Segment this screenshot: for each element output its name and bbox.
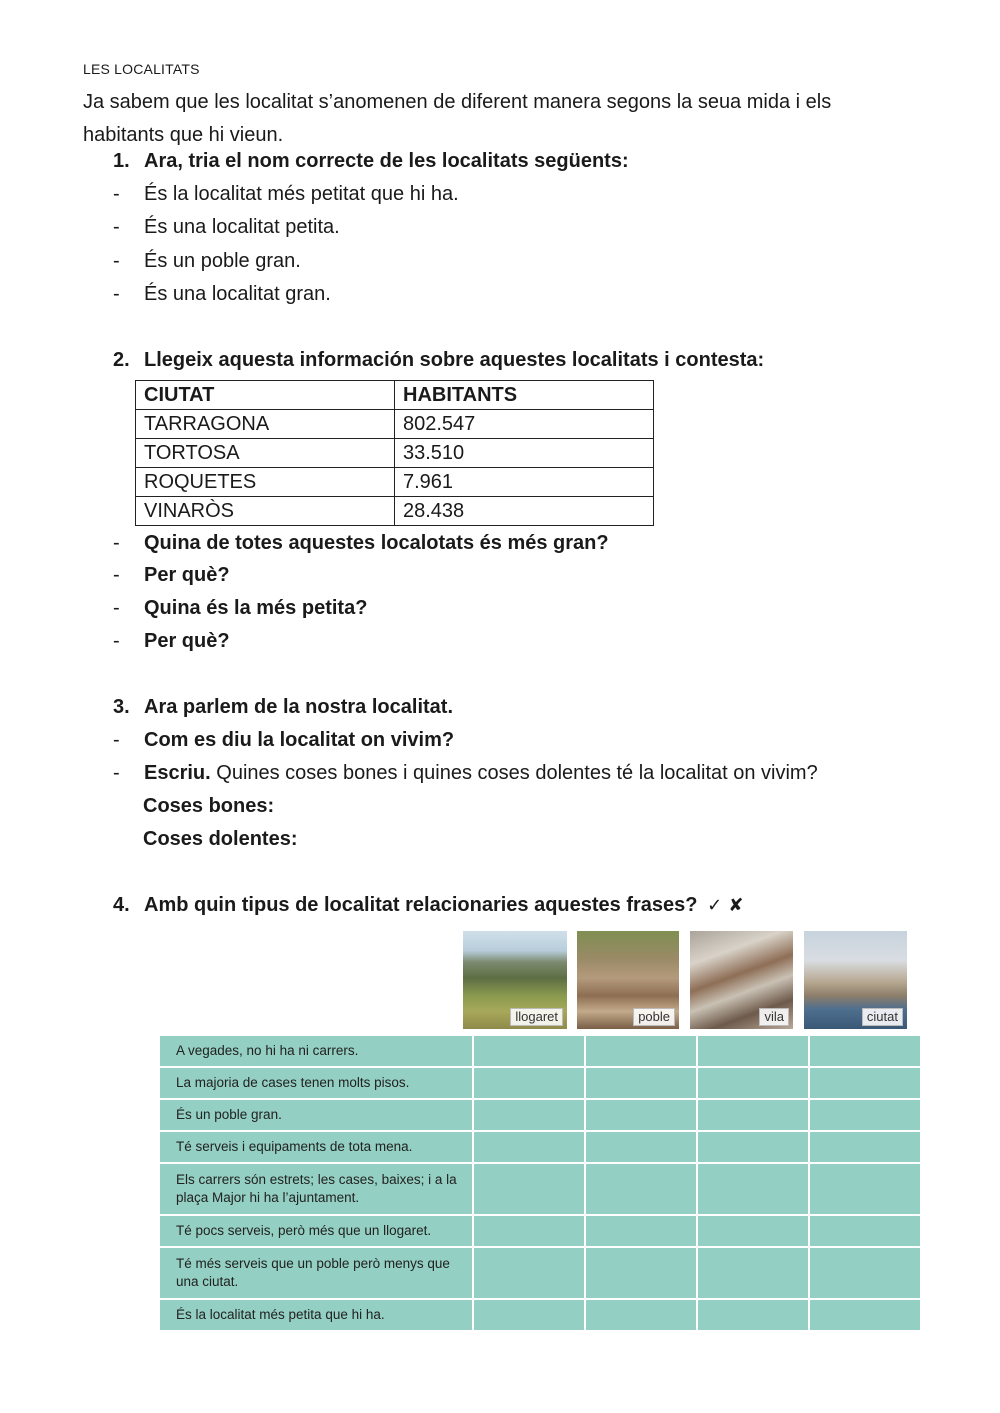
answer-cell-poble[interactable] (586, 1216, 696, 1246)
population-table (135, 380, 654, 526)
city-cell: TARRAGONA (136, 410, 395, 439)
answer-cell-llogaret[interactable] (474, 1216, 584, 1246)
answer-cell-poble[interactable] (586, 1248, 696, 1298)
population-cell: 33.510 (395, 439, 654, 468)
table-row (136, 439, 654, 468)
population-cell: 802.547 (395, 410, 654, 439)
q2-item: - Quina de totes aquestes localotats és més gran? (113, 532, 609, 554)
photo-label: vila (759, 1008, 789, 1026)
answer-cell-ciutat[interactable] (810, 1132, 920, 1162)
question-4-text: Amb quin tipus de localitat relacionaries aquestes frases? (144, 894, 698, 916)
statement-cell: Té serveis i equipaments de tota mena. (160, 1132, 472, 1162)
q2-item: - Per què? (113, 564, 230, 586)
question-4 (113, 894, 744, 917)
statement-cell: La majoria de cases tenen molts pisos. (160, 1068, 472, 1098)
statement-cell: Té pocs serveis, però més que un llogaret. (160, 1216, 472, 1246)
photo-label: poble (633, 1008, 675, 1026)
question-1-number: 1. (113, 150, 130, 172)
photo-label: ciutat (862, 1008, 903, 1026)
grid-row (160, 1248, 920, 1298)
answer-cell-ciutat[interactable] (810, 1300, 920, 1330)
table-row (136, 468, 654, 497)
answer-cell-vila[interactable] (698, 1068, 808, 1098)
answer-cell-llogaret[interactable] (474, 1100, 584, 1130)
photo-poble (577, 931, 679, 1029)
grid-row (160, 1100, 920, 1130)
answer-cell-ciutat[interactable] (810, 1164, 920, 1214)
q3-item: - Com es diu la localitat on vivim? (113, 729, 455, 751)
population-cell: 28.438 (395, 497, 654, 526)
question-2-text: Llegeix aquesta información sobre aquestes localitats i contesta: (144, 349, 765, 371)
question-3-text: Ara parlem de la nostra localitat. (144, 696, 453, 718)
question-3-number: 3. (113, 696, 130, 718)
grid-row (160, 1132, 920, 1162)
answer-cell-vila[interactable] (698, 1164, 808, 1214)
photo-vila (690, 931, 793, 1029)
answer-cell-ciutat[interactable] (810, 1100, 920, 1130)
answer-cell-llogaret[interactable] (474, 1300, 584, 1330)
answer-cell-vila[interactable] (698, 1132, 808, 1162)
table-row (136, 497, 654, 526)
answer-cell-ciutat[interactable] (810, 1248, 920, 1298)
check-cross-icon: ✓ ✘ (707, 895, 744, 916)
bad-things-label: Coses dolentes: (143, 828, 298, 850)
city-cell: ROQUETES (136, 468, 395, 497)
statement-cell: És un poble gran. (160, 1100, 472, 1130)
statement-cell: Té més serveis que un poble però menys que una ciutat. (160, 1248, 472, 1298)
table-header-row (136, 381, 654, 410)
answer-cell-vila[interactable] (698, 1248, 808, 1298)
answer-cell-poble[interactable] (586, 1164, 696, 1214)
grid-row (160, 1164, 920, 1214)
answer-cell-llogaret[interactable] (474, 1068, 584, 1098)
city-cell: TORTOSA (136, 439, 395, 468)
answer-cell-llogaret[interactable] (474, 1248, 584, 1298)
question-1-text: Ara, tria el nom correcte de les localitats següents: (144, 150, 629, 172)
table-row (136, 410, 654, 439)
relation-grid (158, 1034, 922, 1332)
q2-item: - Quina és la més petita? (113, 597, 368, 619)
grid-row (160, 1036, 920, 1066)
photo-llogaret (463, 931, 567, 1029)
answer-cell-poble[interactable] (586, 1068, 696, 1098)
answer-cell-ciutat[interactable] (810, 1036, 920, 1066)
column-header-habitants: HABITANTS (395, 381, 654, 410)
column-header-ciutat: CIUTAT (136, 381, 395, 410)
intro-paragraph: Ja sabem que les localitat s’anomenen de diferent manera segons la seua mida i els habitants que hi vieun. (83, 91, 832, 146)
photo-label: llogaret (510, 1008, 563, 1026)
question-3 (113, 696, 453, 719)
statement-cell: És la localitat més petita que hi ha. (160, 1300, 472, 1330)
statement-cell: Els carrers són estrets; les cases, baixes; i a la plaça Major hi ha l’ajuntament. (160, 1164, 472, 1214)
question-1 (113, 150, 629, 173)
question-4-number: 4. (113, 894, 130, 916)
answer-cell-llogaret[interactable] (474, 1132, 584, 1162)
answer-cell-ciutat[interactable] (810, 1216, 920, 1246)
q1-item: - És una localitat gran. (113, 283, 331, 305)
answer-cell-poble[interactable] (586, 1132, 696, 1162)
q1-item: - És un poble gran. (113, 250, 301, 272)
answer-cell-poble[interactable] (586, 1036, 696, 1066)
photo-ciutat (804, 931, 907, 1029)
q1-item: - És una localitat petita. (113, 216, 340, 238)
q3-item: - Escriu. Quines coses bones i quines coses dolentes té la localitat on vivim? (113, 762, 818, 784)
answer-cell-vila[interactable] (698, 1216, 808, 1246)
answer-cell-poble[interactable] (586, 1300, 696, 1330)
question-2 (113, 349, 764, 372)
answer-cell-llogaret[interactable] (474, 1164, 584, 1214)
statement-cell: A vegades, no hi ha ni carrers. (160, 1036, 472, 1066)
grid-row (160, 1300, 920, 1330)
population-cell: 7.961 (395, 468, 654, 497)
answer-cell-vila[interactable] (698, 1300, 808, 1330)
answer-cell-vila[interactable] (698, 1100, 808, 1130)
answer-cell-vila[interactable] (698, 1036, 808, 1066)
grid-row (160, 1216, 920, 1246)
q2-item: - Per què? (113, 630, 230, 652)
page-title: LES LOCALITATS (83, 61, 200, 77)
question-2-number: 2. (113, 349, 130, 371)
answer-cell-poble[interactable] (586, 1100, 696, 1130)
good-things-label: Coses bones: (143, 795, 275, 817)
answer-cell-ciutat[interactable] (810, 1068, 920, 1098)
q1-item: - És la localitat més petitat que hi ha. (113, 183, 459, 205)
answer-cell-llogaret[interactable] (474, 1036, 584, 1066)
city-cell: VINARÒS (136, 497, 395, 526)
grid-row (160, 1068, 920, 1098)
